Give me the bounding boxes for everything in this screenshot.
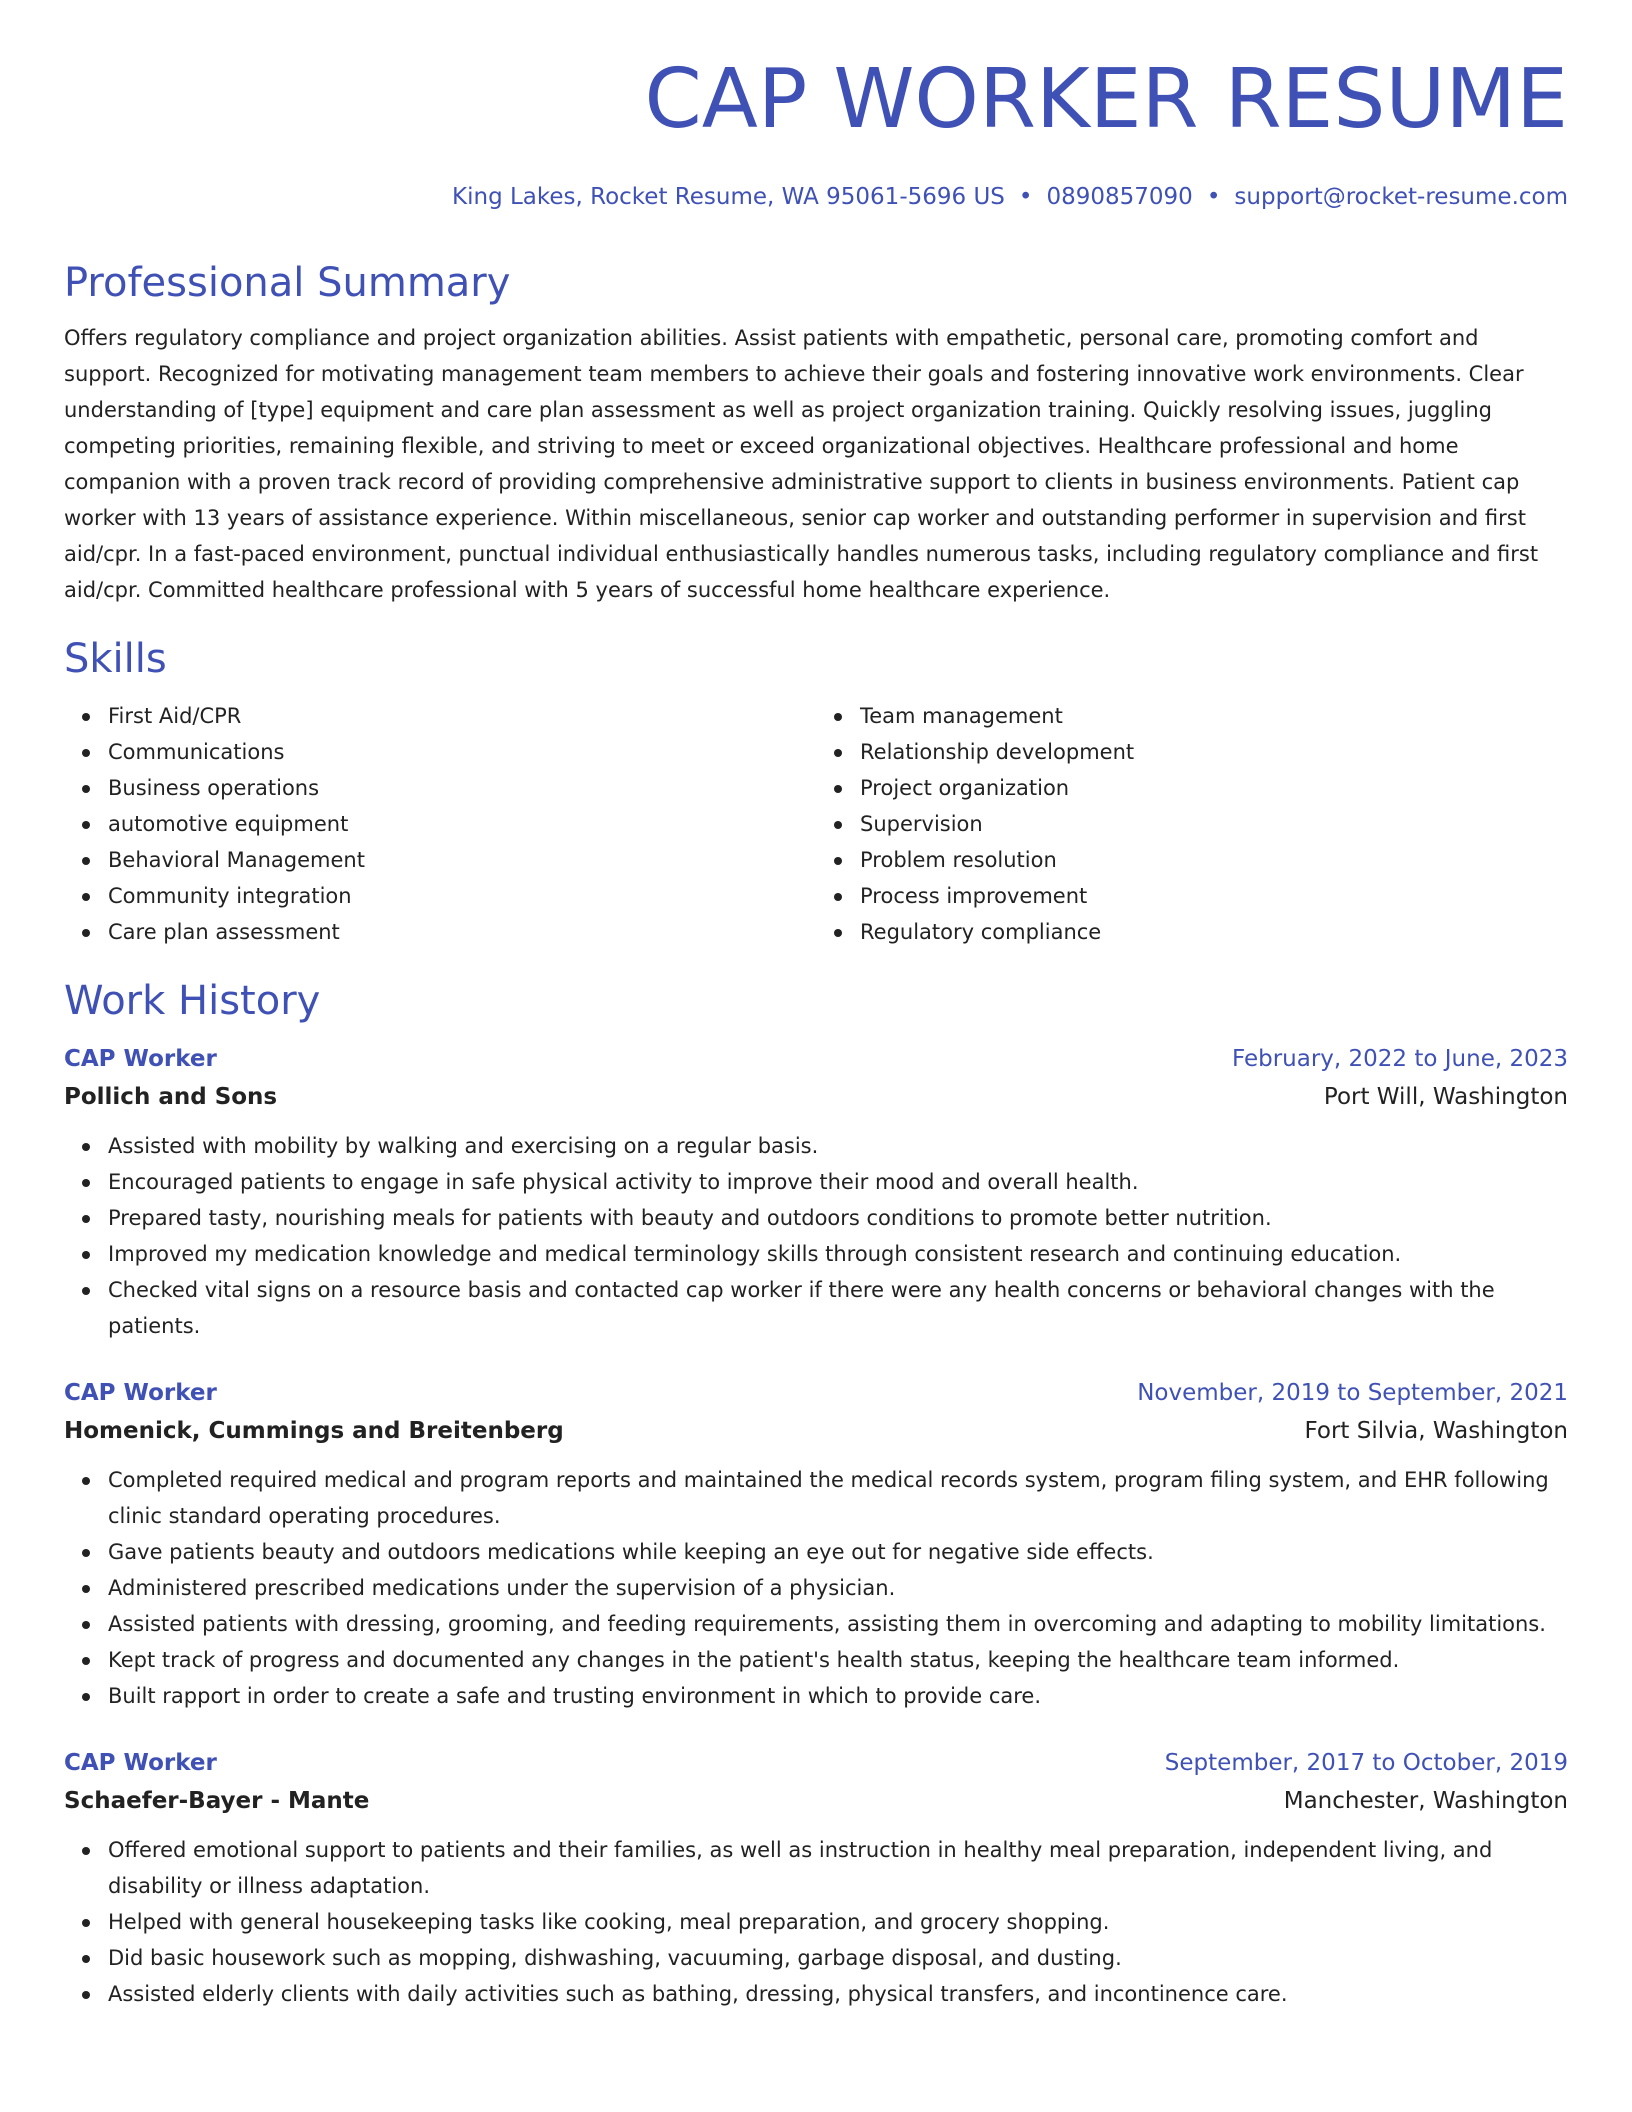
job-bullet: Offered emotional support to patients and their families, as well as instruction in healthy meal preparation, independent living, and disability or illness adaptation.: [108, 1832, 1568, 1904]
resume-title: CAP WORKER RESUME: [644, 52, 1568, 147]
job-bullet: Built rapport in order to create a safe and trusting environment in which to provide care.: [108, 1678, 1568, 1714]
job-bullet: Improved my medication knowledge and medical terminology skills through consistent research and continuing education.: [108, 1236, 1568, 1272]
job-bullet: Assisted patients with dressing, grooming, and feeding requirements, assisting them in overcoming and adapting to mobility limitations.: [108, 1606, 1568, 1642]
job-bullet: Checked vital signs on a resource basis and contacted cap worker if there were any health concerns or behavioral changes with the patients.: [108, 1272, 1568, 1344]
job-bullet: Kept track of progress and documented any changes in the patient's health status, keeping the healthcare team informed.: [108, 1642, 1568, 1678]
job-dates: February, 2022 to June, 2023: [1231, 1046, 1568, 1072]
job-dates: September, 2017 to October, 2019: [1164, 1750, 1568, 1776]
job-bullet: Completed required medical and program reports and maintained the medical records system, program filing system, and EHR following clinic standard operating procedures.: [108, 1462, 1568, 1534]
job-bullet: Gave patients beauty and outdoors medications while keeping an eye out for negative side effects.: [108, 1534, 1568, 1570]
skills-column-right: [816, 698, 1568, 950]
job-location: Manchester, Washington: [1283, 1788, 1568, 1814]
job-bullet: Assisted elderly clients with daily activities such as bathing, dressing, physical transfers, and incontinence care.: [108, 1976, 1568, 2012]
job-title: CAP Worker: [64, 1046, 217, 1072]
job-bullet: Encouraged patients to engage in safe physical activity to improve their mood and overall health.: [108, 1164, 1568, 1200]
skill-item: Problem resolution: [860, 842, 1568, 878]
job-entry: [64, 1374, 1568, 1714]
skills-grid: [64, 698, 1568, 950]
job-bullet: Helped with general housekeeping tasks like cooking, meal preparation, and grocery shopping.: [108, 1904, 1568, 1940]
resume-header: [64, 52, 1568, 212]
job-company: Pollich and Sons: [64, 1084, 278, 1110]
skill-item: Process improvement: [860, 878, 1568, 914]
job-company-row: [64, 1078, 1568, 1116]
job-header-row: [64, 1744, 1568, 1782]
job-company: Schaefer-Bayer - Mante: [64, 1788, 370, 1814]
job-dates: November, 2019 to September, 2021: [1137, 1380, 1568, 1406]
skill-item: Relationship development: [860, 734, 1568, 770]
job-company-row: [64, 1412, 1568, 1450]
skill-item: Business operations: [108, 770, 816, 806]
skill-item: Project organization: [860, 770, 1568, 806]
contact-separator: •: [1206, 184, 1221, 210]
job-title: CAP Worker: [64, 1750, 217, 1776]
contact-line: [64, 182, 1568, 212]
job-title: CAP Worker: [64, 1380, 217, 1406]
skill-item: First Aid/CPR: [108, 698, 816, 734]
skill-item: Regulatory compliance: [860, 914, 1568, 950]
contact-address: King Lakes, Rocket Resume, WA 95061-5696 US: [452, 184, 1005, 210]
job-entry: [64, 1040, 1568, 1344]
job-bullets: [64, 1832, 1568, 2012]
skills-heading: Skills: [64, 636, 167, 682]
job-location: Port Will, Washington: [1323, 1084, 1568, 1110]
job-bullet: Administered prescribed medications under the supervision of a physician.: [108, 1570, 1568, 1606]
job-bullet: Prepared tasty, nourishing meals for patients with beauty and outdoors conditions to promote better nutrition.: [108, 1200, 1568, 1236]
job-bullet: Did basic housework such as mopping, dishwashing, vacuuming, garbage disposal, and dusting.: [108, 1940, 1568, 1976]
skill-item: Behavioral Management: [108, 842, 816, 878]
skill-item: Communications: [108, 734, 816, 770]
skill-item: Community integration: [108, 878, 816, 914]
job-bullets: [64, 1128, 1568, 1344]
job-header-row: [64, 1040, 1568, 1078]
skill-item: automotive equipment: [108, 806, 816, 842]
summary-heading: Professional Summary: [64, 260, 511, 306]
job-header-row: [64, 1374, 1568, 1412]
skill-item: Supervision: [860, 806, 1568, 842]
skill-item: Care plan assessment: [108, 914, 816, 950]
work-history-heading: Work History: [64, 978, 321, 1024]
job-company: Homenick, Cummings and Breitenberg: [64, 1418, 564, 1444]
job-entry: [64, 1744, 1568, 2012]
job-location: Fort Silvia, Washington: [1304, 1418, 1568, 1444]
contact-separator: •: [1018, 184, 1033, 210]
job-bullet: Assisted with mobility by walking and exercising on a regular basis.: [108, 1128, 1568, 1164]
skills-column-left: [64, 698, 816, 950]
summary-text: Offers regulatory compliance and project organization abilities. Assist patients with empathetic, personal care, promoting comfort and support. Recognized for motivating management team members to achieve their goals and fostering innovative work environments. Clear understanding of [type] equipment and care plan assessment as well as project organization training. Quickly resolving issues, juggling competing priorities, remaining flexible, and striving to meet or exceed organizational objectives. Healthcare professional and home companion with a proven track record of providing comprehensive administrative support to clients in business environments. Patient cap worker with 13 years of assistance experience. Within miscellaneous, senior cap worker and outstanding performer in supervision and first aid/cpr. In a fast-paced environment, punctual individual enthusiastically handles numerous tasks, including regulatory compliance and first aid/cpr. Committed healthcare professional with 5 years of successful home healthcare experience.: [64, 326, 1539, 602]
job-bullets: [64, 1462, 1568, 1714]
contact-email[interactable]: support@rocket-resume.com: [1234, 184, 1568, 210]
skill-item: Team management: [860, 698, 1568, 734]
job-company-row: [64, 1782, 1568, 1820]
contact-phone: 0890857090: [1046, 184, 1193, 210]
